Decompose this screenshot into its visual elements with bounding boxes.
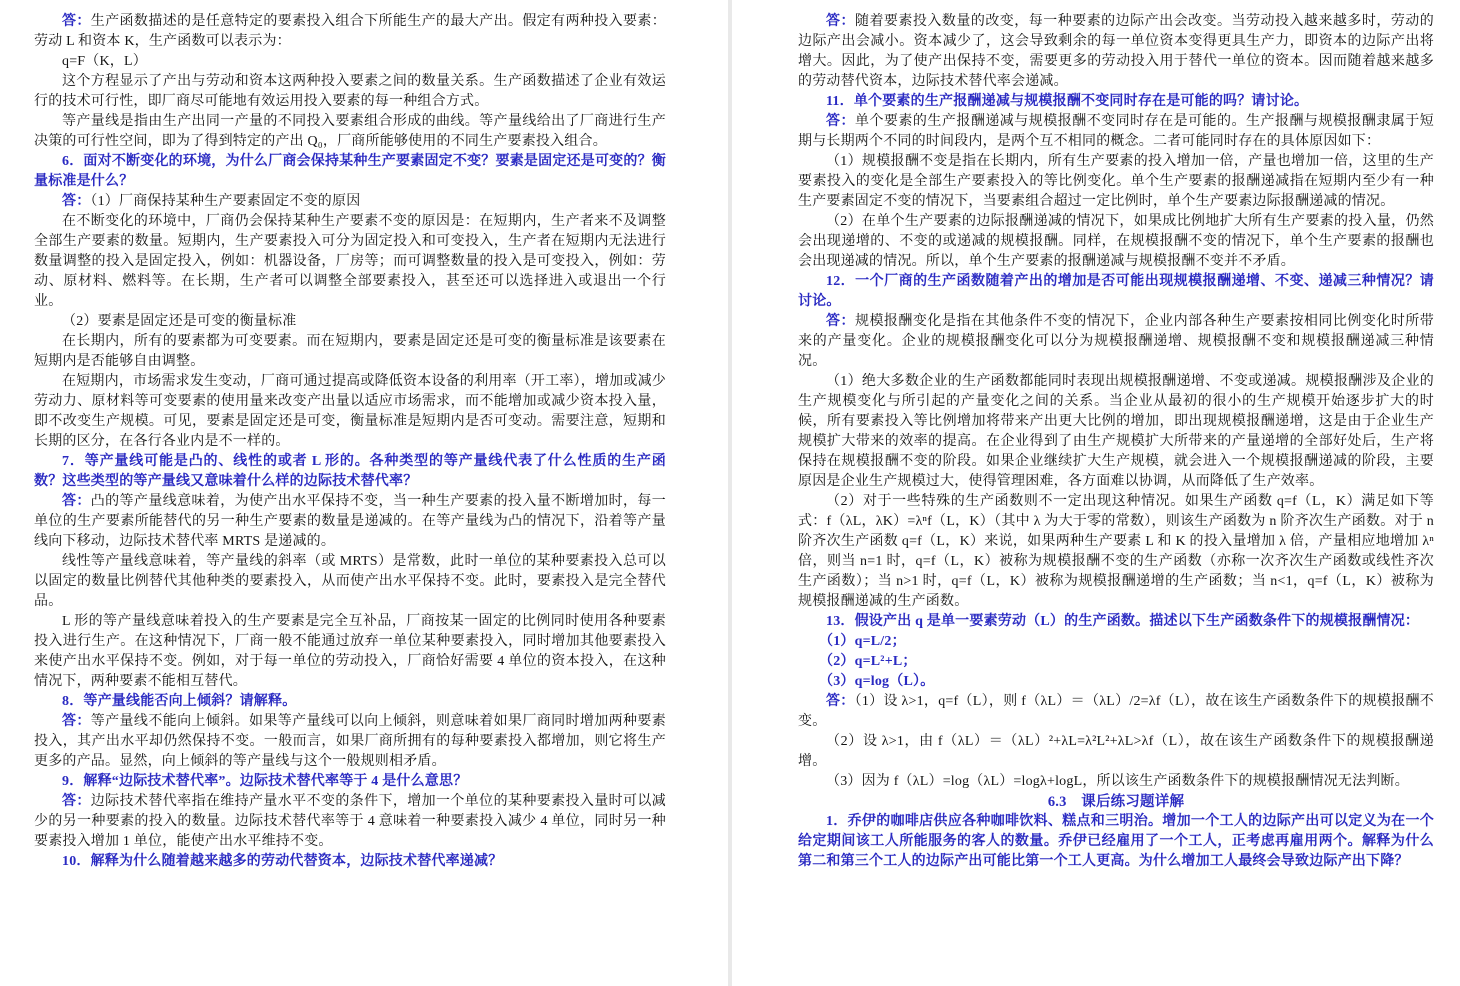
paragraph: （3）因为 f（λL）=log（λL）=logλ+logL，所以该生产函数条件下的规模报酬情况无法判断。 <box>826 774 1409 789</box>
question: 12．一个厂商的生产函数随着产出的增加是否可能出现规模报酬递增、不变、递减三种情况？请讨论。 <box>798 274 1434 309</box>
answer-paragraph: 答：（1）厂商保持某种生产要素固定不变的原因 <box>62 194 361 209</box>
answer-prefix: 答： <box>62 494 91 509</box>
answer-paragraph: 答：凸的等产量线意味着，为使产出水平保持不变，当一种生产要素的投入量不断增加时，每一单位的生产要素所能替代的另一种生产要素的数量是递减的。在等产量线为凸的情况下，沿着等产量线向下移动，边际技术替代率 MRTS 是递减的。 <box>34 494 667 549</box>
paragraph: （2）在单个生产要素的边际报酬递减的情况下，如果成比例地扩大所有生产要素的投入量，仍然会出现递增的、不变的或递减的规模报酬。同样，在规模报酬不变的情况下，单个生产要素的报酬也会出现递减的情况。所以，单个生产要素的报酬递减与规模报酬不变并不矛盾。 <box>798 214 1434 269</box>
paragraph: （1）绝大多数企业的生产函数都能同时表现出规模报酬递增、不变或递减。规模报酬涉及企业的生产规模变化与所引起的产量变化之间的关系。当企业从最初的很小的生产规模开始逐步扩大的时候，所有要素投入等比例增加将带来产出更大比例的增加，即出现规模报酬递增，这是由于企业生产规模扩大带来的效率的提高。在企业得到了由生产规模扩大所带来的产量递增的全部好处后，生产将保持在规模报酬不变的阶段。如果企业继续扩大生产规模，就会进入一个规模报酬递减的阶段，主要原因是企业生产规模过大，使得管理困难，各方面难以协调，从而降低了生产效率。 <box>798 374 1434 489</box>
section-heading: 6.3 课后练习题详解 <box>1047 794 1185 810</box>
page-left <box>0 0 728 986</box>
answer-prefix: 答： <box>826 14 855 29</box>
paragraph: 这个方程显示了产出与劳动和资本这两种投入要素之间的数量关系。生产函数描述了企业有效运行的技术可行性，即厂商尽可能地有效运用投入要素的每一种组合方式。 <box>34 74 666 109</box>
answer-paragraph: 答：规模报酬变化是指在其他条件不变的情况下，企业内部各种生产要素按相同比例变化时所带来的产量变化。企业的规模报酬变化可以分为规模报酬递增、规模报酬不变和规模报酬递减三种情况。 <box>798 314 1434 369</box>
answer-paragraph: 答：边际技术替代率指在维持产量水平不变的条件下，增加一个单位的某种要素投入量时可以减少的另一种要素的投入的数量。边际技术替代率等于 4 意味着一种要素投入减少 4 单位，同时另一种要素投入增加 1 单位，能使产出水平维持不变。 <box>34 794 667 849</box>
question-item: （2）q=L²+L； <box>819 654 917 669</box>
answer-paragraph: 答：单个要素的生产报酬递减与规模报酬不变同时存在是可能的。生产报酬与规模报酬隶属于短期与长期两个不同的时间段内，是两个互不相同的概念。二者可能同时存在的具体原因如下： <box>798 114 1434 149</box>
answer-paragraph: 答：等产量线不能向上倾斜。如果等产量线可以向上倾斜，则意味着如果厂商同时增加两种要素投入，其产出水平却仍然保持不变。一般而言，如果厂商所拥有的每种要素投入都增加，则它将生产更多的产品。显然，向上倾斜的等产量线与这个一般规则相矛盾。 <box>34 714 667 769</box>
page-right <box>732 0 1460 986</box>
question-item: （1）q=L/2； <box>819 634 906 649</box>
question: 1．乔伊的咖啡店供应各种咖啡饮料、糕点和三明治。增加一个工人的边际产出可以定义为在一个给定期间该工人所能服务的客人的数量。乔伊已经雇用了一个工人，正考虑再雇用两个。解释为什么第二和第三个工人的边际产出可能比第一个工人更高。为什么增加工人最终会导致边际产出下降？ <box>798 814 1434 869</box>
paragraph: （2）要素是固定还是可变的衡量标准 <box>62 314 297 329</box>
answer-prefix: 答： <box>62 714 91 729</box>
question: 11．单个要素的生产报酬递减与规模报酬不变同时存在是可能的吗？请讨论。 <box>826 94 1309 109</box>
question: 13．假设产出 q 是单一要素劳动（L）的生产函数。描述以下生产函数条件下的规模报酬情况： <box>826 614 1420 629</box>
question-item: （3）q=log（L）。 <box>819 674 935 689</box>
formula: q=F（K，L） <box>62 54 147 69</box>
answer-prefix: 答： <box>826 114 855 129</box>
answer-paragraph: 答：（1）设 λ>1，q=f（L），则 f（λL）＝（λL）/2=λf（L），故在该生产函数条件下的规模报酬不变。 <box>798 694 1434 729</box>
answer-prefix: 答： <box>62 794 91 809</box>
answer-paragraph: 答：随着要素投入数量的改变，每一种要素的边际产出会改变。当劳动投入越来越多时，劳动的边际产出会减小。资本减少了，这会导致剩余的每一单位资本变得更具生产力，即资本的边际产出将增大。因此，为了使产出保持不变，需要更多的劳动投入用于替代一单位的资本。因而随着越来越多的劳动替代资本，边际技术替代率会递减。 <box>798 14 1434 89</box>
answer-prefix: 答： <box>826 314 855 329</box>
paragraph: L 形的等产量线意味着投入的生产要素是完全互补品，厂商按某一固定的比例同时使用各种要素投入进行生产。在这种情况下，厂商一般不能通过放弃一单位某种要素投入，同时增加其他要素投入来使产出水平保持不变。例如，对于每一单位的劳动投入，厂商恰好需要 4 单位的资本投入，在这种情况下，两种要素不能相互替代。 <box>34 614 666 689</box>
paragraph: （2）设 λ>1，由 f（λL）＝（λL）²+λL=λ²L²+λL>λf（L），故在该生产函数条件下的规模报酬递增。 <box>798 734 1434 769</box>
answer-prefix: 答： <box>62 14 91 29</box>
paragraph: 在长期内，所有的要素都为可变要素。而在短期内，要素是固定还是可变的衡量标准是该要素在短期内是否能够自由调整。 <box>34 334 666 369</box>
answer-prefix: 答： <box>62 194 91 209</box>
question: 7．等产量线可能是凸的、线性的或者 L 形的。各种类型的等产量线代表了什么性质的生产函数？这些类型的等产量线又意味着什么样的边际技术替代率？ <box>34 454 666 489</box>
paragraph: （1）规模报酬不变是指在长期内，所有生产要素的投入增加一倍，产量也增加一倍，这里的生产要素投入的变化是全部生产要素投入的等比例变化。单个生产要素的报酬递减指在短期内至少有一种生产要素固定不变的情况下，当要素组合超过一定比例时，单个生产要素边际报酬递减的情况。 <box>798 154 1434 209</box>
question: 8．等产量线能否向上倾斜？请解释。 <box>62 694 297 709</box>
question: 9．解释“边际技术替代率”。边际技术替代率等于 4 是什么意思？ <box>62 774 468 789</box>
paragraph: 线性等产量线意味着，等产量线的斜率（或 MRTS）是常数，此时一单位的某种要素投入总可以以固定的数量比例替代其他种类的要素投入，从而使产出水平保持不变。此时，要素投入是完全替代品。 <box>34 554 666 609</box>
answer-prefix: 答： <box>826 694 855 709</box>
paragraph: 等产量线是指由生产出同一产量的不同投入要素组合形成的曲线。等产量线给出了厂商进行生产决策的可行性空间，即为了得到特定的产出 Q₀，厂商所能够使用的不同生产要素投入组合。 <box>34 114 666 149</box>
answer-paragraph: 答：生产函数描述的是任意特定的要素投入组合下所能生产的最大产出。假定有两种投入要素：劳动 L 和资本 K，生产函数可以表示为： <box>34 14 667 49</box>
question: 6．面对不断变化的环境，为什么厂商会保持某种生产要素固定不变？要素是固定还是可变的？衡量标准是什么？ <box>34 154 666 189</box>
paragraph: （2）对于一些特殊的生产函数则不一定出现这种情况。如果生产函数 q=f（L，K）满足如下等式：f（λL，λK）=λⁿf（L，K）（其中 λ 为大于零的常数），则该生产函数为 n 阶齐次生产函数。对于 n 阶齐次生产函数 q=f（L，K）来说，如果两种生产要素 L 和 K 的投入量增加 λ 倍，产量相应地增加 λⁿ 倍，则当 n=1 时，q=f（L，K）被称为规模报酬不变的生产函数（亦称一次齐次生产函数或线性齐次生产函数）；当 n>1 时，q=f（L，K）被称为规模报酬递增的生产函数；当 n<1，q=f（L，K）被称为规模报酬递减的生产函数。 <box>798 494 1434 609</box>
paragraph: 在不断变化的环境中，厂商仍会保持某种生产要素不变的原因是：在短期内，生产者来不及调整全部生产要素的数量。短期内，生产要素投入可分为固定投入和可变投入，生产者在短期内无法进行数量调整的投入是固定投入，例如：机器设备，厂房等；而可调整数量的投入是可变投入，例如：劳动、原材料、燃料等。在长期，生产者可以调整全部要素投入，甚至还可以选择进入或退出一个行业。 <box>34 214 666 309</box>
paragraph: 在短期内，市场需求发生变动，厂商可通过提高或降低资本设备的利用率（开工率），增加或减少劳动力、原材料等可变要素的使用量来改变产出量以适应市场需求，而不能增加或减少资本投入量，即不改变生产规模。可见，要素是固定还是可变，衡量标准是短期内是否可变动。需要注意，短期和长期的区分，在各行各业内是不一样的。 <box>34 374 666 449</box>
question: 10．解释为什么随着越来越多的劳动代替资本，边际技术替代率递减？ <box>62 854 503 869</box>
